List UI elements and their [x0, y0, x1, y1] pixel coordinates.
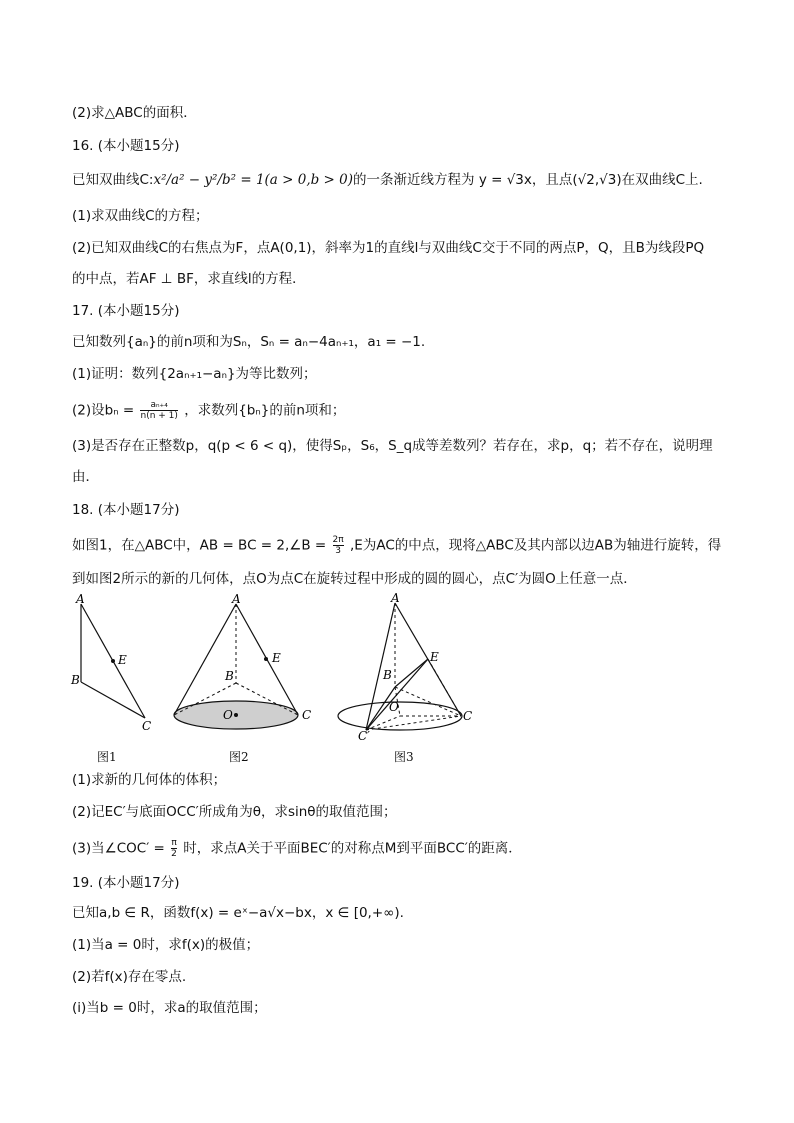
point-e	[264, 657, 268, 661]
label-c-prime: C′	[358, 729, 370, 740]
q17-part2-b: ，求数列{bₙ}的前n项和；	[184, 402, 346, 419]
q17-part3-line1: (3)是否存在正整数p，q(p < 6 < q)，使得Sₚ，S₆，S_q成等差数列？若存在，求p，q；若不存在，说明理	[72, 438, 713, 454]
q18-fraction-den: 3	[335, 546, 341, 556]
q16-stem-a: 已知双曲线C:	[72, 172, 154, 188]
q16-equation: x²/a² − y²/b² = 1(a > 0,b > 0)	[153, 172, 354, 188]
q18-part3	[72, 838, 522, 859]
figure-2-caption: 图2	[229, 750, 249, 764]
label-c: C	[463, 709, 473, 723]
q17-part2-a: (2)设bₙ =	[72, 402, 135, 419]
q18-part3-fraction-num: π	[171, 838, 177, 848]
q16-part1: (1)求双曲线C的方程；	[72, 208, 209, 224]
q18-angle-fraction	[333, 535, 344, 556]
q19-part1: (1)当a = 0时，求f(x)的极值；	[72, 937, 260, 953]
q18-stem-b: ,E为AC的中点，现将△ABC及其内部以边AB为轴进行旋转，得	[350, 537, 722, 554]
label-e: E	[118, 653, 127, 667]
q18-part1: (1)求新的几何体的体积；	[72, 772, 227, 788]
figure-2-svg	[165, 590, 325, 740]
q16-part2-line1: (2)已知双曲线C的右焦点为F，点A(0,1)，斜率为1的直线l与双曲线C交于不同的两点P，Q，且B为线段PQ	[72, 240, 705, 256]
figure-1-caption: 图1	[97, 750, 117, 764]
point-o	[234, 713, 238, 717]
q18-part3-fraction	[171, 838, 177, 859]
label-a: A	[232, 592, 241, 606]
figure-3-caption: 图3	[394, 750, 414, 764]
q16-stem-b: 的一条渐近线方程为 y = √3x，且点(√2,√3)在双曲线C上.	[353, 172, 703, 188]
q16-part2-line2: 的中点，若AF ⊥ BF，求直线l的方程．	[72, 271, 306, 287]
q17-part3-line2: 由．	[72, 469, 99, 485]
label-e: E	[272, 651, 281, 665]
figure-3	[330, 590, 480, 740]
q17-fraction	[140, 400, 177, 421]
q17-fraction-num: aₙ₊₄	[140, 400, 177, 411]
label-c: C	[302, 708, 312, 722]
label-e: E	[430, 650, 439, 664]
q15-part2: (2)求△ABC的面积．	[72, 105, 197, 121]
figure-3-svg	[330, 590, 480, 740]
label-b: B	[383, 668, 392, 682]
q17-stem: 已知数列{aₙ}的前n项和为Sₙ，Sₙ = aₙ−4aₙ₊₁，a₁ = −1.	[72, 334, 426, 350]
q18-part3-b: 时，求点A关于平面BEC′的对称点M到平面BCC′的距离．	[183, 840, 522, 857]
q19-stem: 已知a,b ∈ R，函数f(x) = eˣ−a√x−bx，x ∈ [0,+∞).	[72, 905, 404, 921]
figure-1	[60, 590, 170, 735]
q17-part1: (1)证明：数列{2aₙ₊₁−aₙ}为等比数列；	[72, 366, 317, 382]
label-o: O	[223, 708, 233, 722]
q18-part3-a: (3)当∠COC′ =	[72, 840, 165, 857]
label-a: A	[391, 591, 400, 605]
point-e	[111, 659, 115, 663]
q18-fraction-num: 2π	[332, 535, 344, 545]
q18-stem-line2: 到如图2所示的新的几何体，点O为点C在旋转过程中形成的圆的圆心，点C′为圆O上任意一点．	[72, 571, 637, 587]
label-c: C	[142, 719, 152, 733]
q17-fraction-den: n(n + 1)	[140, 411, 178, 421]
label-a: A	[76, 592, 85, 606]
q17-heading: 17. (本小题15分)	[72, 303, 180, 319]
q16-stem	[72, 171, 703, 189]
label-b: B	[71, 673, 80, 687]
q17-part2	[72, 400, 345, 421]
q19-heading: 19. (本小题17分)	[72, 875, 180, 891]
q19-part2-i: (i)当b = 0时，求a的取值范围；	[72, 1000, 267, 1016]
q18-stem-line1	[72, 535, 721, 556]
q18-part3-fraction-den: 2	[171, 849, 177, 859]
segment-b-e	[395, 659, 428, 687]
label-b: B	[225, 669, 234, 683]
label-o: O	[389, 700, 399, 714]
q18-stem-a: 如图1，在△ABC中，AB = BC = 2,∠B =	[72, 537, 327, 554]
figure-1-svg	[60, 590, 170, 735]
q16-heading: 16. (本小题15分)	[72, 138, 180, 154]
q18-heading: 18. (本小题17分)	[72, 502, 180, 518]
q18-part2: (2)记EC′与底面OCC′所成角为θ，求sinθ的取值范围；	[72, 804, 397, 820]
segment-e-cp	[366, 659, 428, 730]
generatrix-left	[174, 604, 236, 715]
segment-cp-c	[366, 716, 461, 730]
q19-part2: (2)若f(x)存在零点.	[72, 969, 187, 985]
figure-2	[165, 590, 325, 740]
